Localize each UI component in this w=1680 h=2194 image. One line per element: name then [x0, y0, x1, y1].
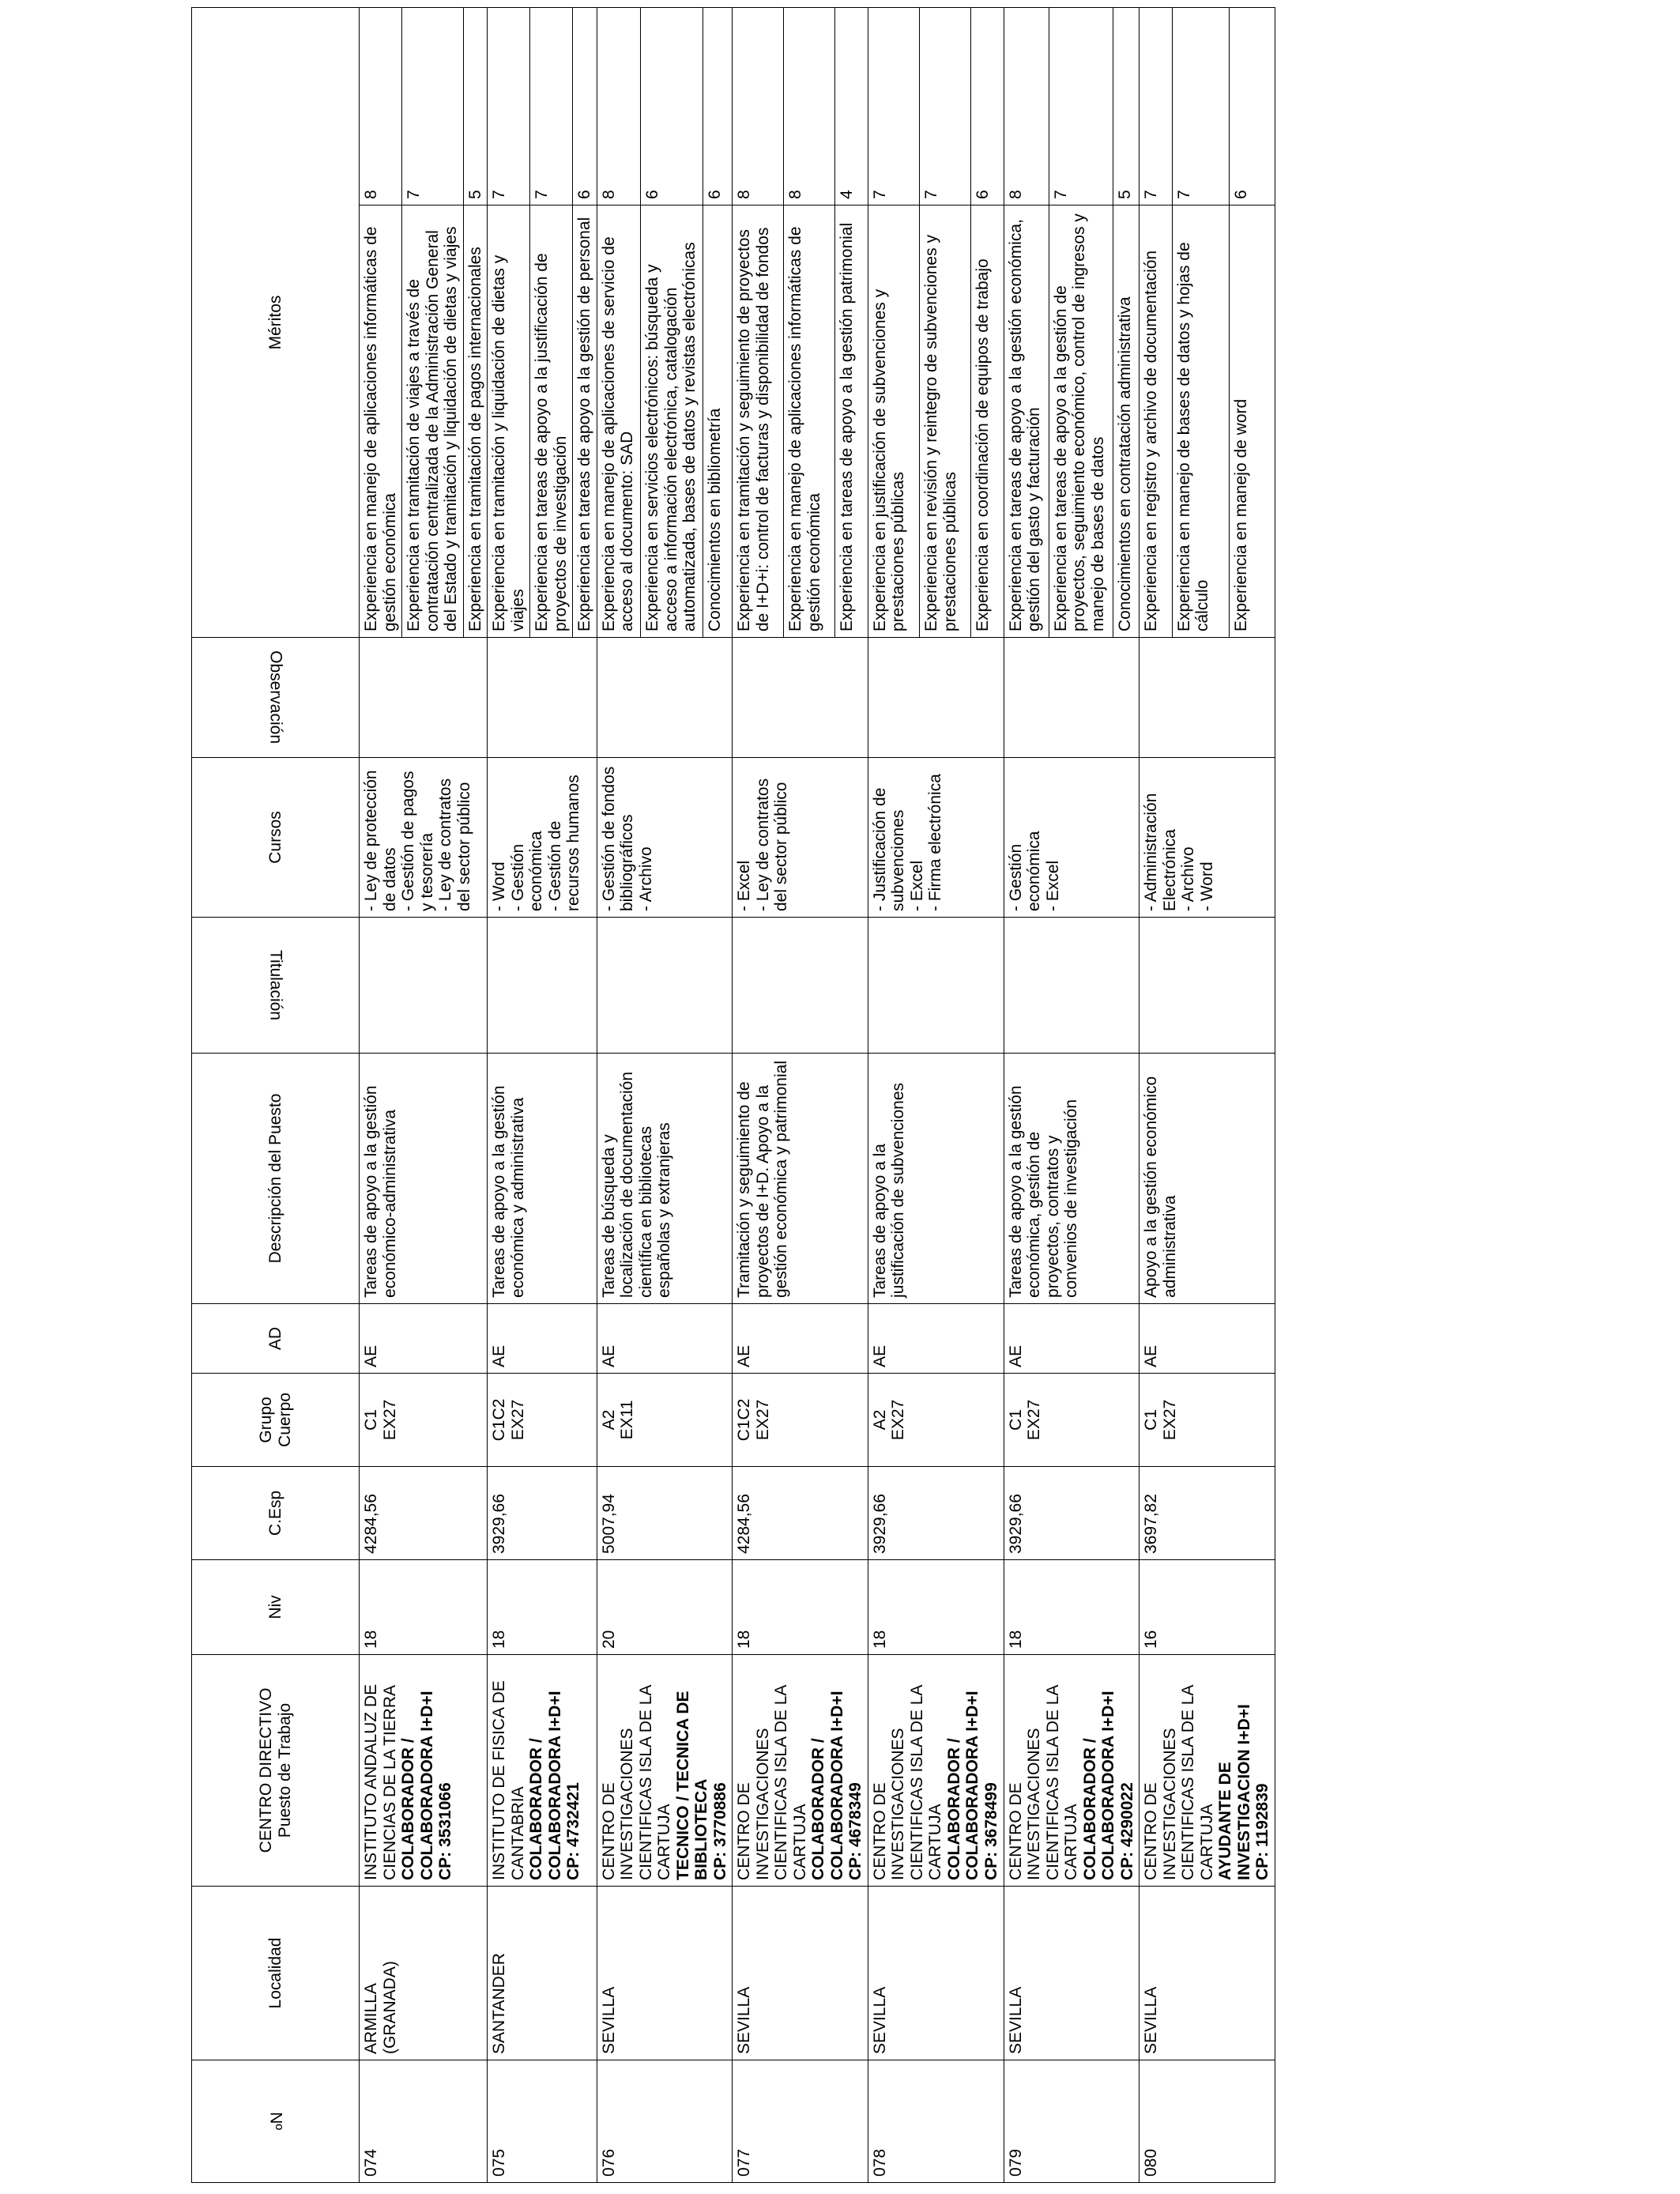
cell-merito-score: 6 [641, 7, 703, 205]
cell-descripcion: Tramitación y seguimiento de proyectos de I+D. Apoyo a la gestión económica y patrimonial [733, 1054, 868, 1304]
cell-merito-score: 7 [530, 7, 573, 205]
cell-cesp: 3929,66 [868, 1467, 1004, 1560]
cell-cesp: 3929,66 [1004, 1467, 1139, 1560]
cell-niv: 18 [360, 1560, 488, 1655]
cell-centro [868, 1655, 1004, 1887]
cell-merito: Experiencia en manejo de aplicaciones informáticas de gestión económica [360, 205, 402, 638]
cell-merito-score: 8 [597, 7, 640, 205]
cell-localidad: SEVILLA [868, 1887, 1004, 2060]
cell-merito: Experiencia en tramitación de pagos internacionales [463, 205, 488, 638]
cell-titulacion [733, 918, 868, 1054]
cell-merito: Experiencia en tramitación y seguimiento de proyectos de I+D+i: control de facturas y disponibilidad de fondos [733, 205, 784, 638]
cell-localidad: ARMILLA (GRANADA) [360, 1887, 488, 2060]
cell-merito: Experiencia en justificación de subvenciones y prestaciones públicas [868, 205, 919, 638]
cell-ad: AE [488, 1304, 597, 1374]
table-row [488, 7, 530, 2182]
curso-item: - Excel [907, 860, 926, 911]
cell-ad: AE [1139, 1304, 1275, 1374]
cell-merito: Experiencia en coordinación de equipos de trabajo [971, 205, 1004, 638]
cell-grupo: C1 EX27 [1004, 1374, 1139, 1467]
cell-merito-score: 7 [488, 7, 530, 205]
table-body [360, 7, 1275, 2182]
curso-item: - Word [1197, 861, 1216, 911]
puesto-name: COLABORADOR / COLABORADORA I+D+I [809, 1691, 846, 1880]
cell-descripcion: Tareas de búsqueda y localización de documentación científica en bibliotecas españolas y extranjeras [597, 1054, 733, 1304]
cell-localidad: SEVILLA [1004, 1887, 1139, 2060]
cell-merito: Experiencia en manejo de aplicaciones de servicio de acceso al documento: SAD [597, 205, 640, 638]
cell-niv: 18 [488, 1560, 597, 1655]
cell-merito: Experiencia en manejo de word [1230, 205, 1275, 638]
cell-titulacion [868, 918, 1004, 1054]
curso-item: - Gestión económica [508, 831, 546, 911]
cell-centro [597, 1655, 733, 1887]
cell-merito: Experiencia en manejo de bases de datos y hojas de cálculo [1172, 205, 1229, 638]
header-num: Nº [192, 2060, 360, 2183]
cell-merito-score: 4 [834, 7, 868, 205]
cell-num: 077 [733, 2060, 868, 2183]
table-row [1004, 7, 1049, 2182]
cell-num: 074 [360, 2060, 488, 2183]
header-ad: AD [192, 1304, 360, 1374]
cell-centro [733, 1655, 868, 1887]
cell-merito: Conocimientos en bibliometría [703, 205, 733, 638]
table-row [1139, 7, 1173, 2182]
curso-item: - Ley de protección de datos [362, 770, 399, 911]
cell-merito-score: 6 [971, 7, 1004, 205]
centro-name: CENTRO DE INVESTIGACIONES CIENTIFICAS ISLA DE LA CARTUJA [1142, 1685, 1216, 1880]
cell-cesp: 4284,56 [733, 1467, 868, 1560]
curso-item: - Ley de contratos del sector público [436, 778, 473, 911]
cell-cursos [733, 758, 868, 918]
cell-observacion [360, 638, 488, 758]
cell-ad: AE [1004, 1304, 1139, 1374]
curso-item: - Archivo [636, 846, 655, 911]
cell-merito: Experiencia en tareas de apoyo a la gestión patrimonial [834, 205, 868, 638]
cell-observacion [488, 638, 597, 758]
curso-item: - Justificación de subvenciones [870, 787, 908, 911]
curso-item: - Gestión de fondos bibliográficos [599, 766, 637, 911]
cell-centro [1139, 1655, 1275, 1887]
cell-cesp: 5007,94 [597, 1467, 733, 1560]
cell-num: 079 [1004, 2060, 1139, 2183]
curso-item: - Word [490, 861, 509, 911]
cell-num: 076 [597, 2060, 733, 2183]
cell-merito-score: 5 [463, 7, 488, 205]
cp-code: CP: 3531066 [436, 1782, 455, 1880]
cell-num: 078 [868, 2060, 1004, 2183]
cell-descripcion: Tareas de apoyo a la gestión económica y administrativa [488, 1054, 597, 1304]
centro-name: CENTRO DE INVESTIGACIONES CIENTIFICAS ISLA DE LA CARTUJA [870, 1685, 945, 1880]
cell-num: 080 [1139, 2060, 1275, 2183]
curso-item: - Excel [735, 860, 754, 911]
centro-name: CENTRO DE INVESTIGACIONES CIENTIFICAS ISLA DE LA CARTUJA [599, 1685, 674, 1880]
header-grupo: Grupo Cuerpo [192, 1374, 360, 1467]
cell-centro [360, 1655, 488, 1887]
cell-titulacion [1004, 918, 1139, 1054]
cell-niv: 18 [868, 1560, 1004, 1655]
cell-descripcion: Tareas de apoyo a la gestión económica, gestión de proyectos, contratos y convenios de investigación [1004, 1054, 1139, 1304]
cell-cursos [360, 758, 488, 918]
puesto-name: COLABORADOR / COLABORADORA I+D+I [944, 1691, 982, 1880]
cell-merito-score: 8 [1004, 7, 1049, 205]
header-titulacion: Titulación [192, 918, 360, 1054]
curso-item: - Gestión de pagos y tesorería [399, 771, 436, 911]
cell-merito-score: 7 [1139, 7, 1173, 205]
cell-ad: AE [868, 1304, 1004, 1374]
cell-centro [1004, 1655, 1139, 1887]
cell-localidad: SEVILLA [597, 1887, 733, 2060]
header-descripcion: Descripción del Puesto [192, 1054, 360, 1304]
cell-titulacion [360, 918, 488, 1054]
cell-observacion [868, 638, 1004, 758]
cell-grupo: C1C2 EX27 [488, 1374, 597, 1467]
centro-name: CENTRO DE INVESTIGACIONES CIENTIFICAS ISLA DE LA CARTUJA [735, 1685, 809, 1880]
cell-titulacion [1139, 918, 1275, 1054]
centro-name: INSTITUTO DE FISICA DE CANTABRIA [490, 1680, 527, 1880]
cell-cursos [488, 758, 597, 918]
centro-name: INSTITUTO ANDALUZ DE CIENCIAS DE LA TIERRA [362, 1683, 399, 1880]
table-row [597, 7, 640, 2182]
curso-item: - Ley de contratos del sector público [753, 778, 791, 911]
cell-merito-score: 5 [1113, 7, 1139, 205]
cell-niv: 18 [1004, 1560, 1139, 1655]
cell-merito-score: 6 [703, 7, 733, 205]
curso-item: - Firma electrónica [926, 774, 945, 911]
cell-merito: Experiencia en tareas de apoyo a la justificación de proyectos de investigación [530, 205, 573, 638]
cell-merito: Experiencia en tareas de apoyo a la gestión de proyectos, seguimiento económico, control de ingresos y manejo de bases de datos [1049, 205, 1113, 638]
cp-code: CP: 4678349 [846, 1782, 865, 1880]
cell-merito-score: 8 [360, 7, 402, 205]
curso-item: - Gestión de recursos humanos [545, 775, 583, 911]
cell-cesp: 3697,82 [1139, 1467, 1275, 1560]
puesto-name: COLABORADOR / COLABORADORA I+D+I [1080, 1691, 1118, 1880]
cp-code: CP: 4732421 [564, 1782, 583, 1880]
cell-merito-score: 7 [920, 7, 971, 205]
cell-merito-score: 7 [868, 7, 919, 205]
table-header [192, 7, 360, 2182]
cell-merito: Experiencia en tramitación de viajes a través de contratación centralizada de la Administración General del Estado y tramitación y liquidación de dietas y viajes [402, 205, 464, 638]
cell-merito: Experiencia en servicios electrónicos: búsqueda y acceso a información electrónica, catalogación automatizada, bases de datos y revistas electrónicas [641, 205, 703, 638]
cell-merito: Experiencia en tareas de apoyo a la gestión económica, gestión del gasto y facturación [1004, 205, 1049, 638]
centro-name: CENTRO DE INVESTIGACIONES CIENTIFICAS ISLA DE LA CARTUJA [1006, 1685, 1081, 1880]
cell-merito: Experiencia en revisión y reintegro de subvenciones y prestaciones públicas [920, 205, 971, 638]
curso-item: - Gestión económica [1006, 831, 1044, 911]
cell-titulacion [597, 918, 733, 1054]
cell-observacion [1139, 638, 1275, 758]
cell-merito-score: 8 [733, 7, 784, 205]
curso-item: - Excel [1043, 860, 1062, 911]
cell-ad: AE [597, 1304, 733, 1374]
puesto-name: TECNICO / TECNICA DE BIBLIOTECA [673, 1691, 711, 1880]
cell-ad: AE [360, 1304, 488, 1374]
cell-observacion [1004, 638, 1139, 758]
cell-merito-score: 6 [573, 7, 597, 205]
cell-localidad: SEVILLA [1139, 1887, 1275, 2060]
cell-grupo: A2 EX11 [597, 1374, 733, 1467]
table-row [733, 7, 784, 2182]
cell-cesp: 4284,56 [360, 1467, 488, 1560]
cell-grupo: A2 EX27 [868, 1374, 1004, 1467]
cp-code: CP: 4290022 [1117, 1782, 1136, 1880]
cell-localidad: SANTANDER [488, 1887, 597, 2060]
cell-niv: 20 [597, 1560, 733, 1655]
curso-item: - Administración Electrónica [1142, 793, 1179, 911]
cell-descripcion: Apoyo a la gestión económico administrativa [1139, 1054, 1275, 1304]
header-localidad: Localidad [192, 1887, 360, 2060]
table-row [360, 7, 402, 2182]
header-cesp: C.Esp [192, 1467, 360, 1560]
cell-niv: 18 [733, 1560, 868, 1655]
cell-cursos [1139, 758, 1275, 918]
cp-code: CP: 3770886 [710, 1782, 729, 1880]
cell-merito-score: 7 [1049, 7, 1113, 205]
curso-item: - Archivo [1179, 846, 1198, 911]
table-row [868, 7, 919, 2182]
cell-observacion [733, 638, 868, 758]
cell-grupo: C1 EX27 [360, 1374, 488, 1467]
cell-cursos [597, 758, 733, 918]
cell-titulacion [488, 918, 597, 1054]
header-niv: Niv [192, 1560, 360, 1655]
cell-centro [488, 1655, 597, 1887]
cell-cesp: 3929,66 [488, 1467, 597, 1560]
cell-grupo: C1 EX27 [1139, 1374, 1275, 1467]
cell-merito: Conocimientos en contratación administrativa [1113, 205, 1139, 638]
puesto-name: AYUDANTE DE INVESTIGACION I+D+I [1216, 1704, 1253, 1880]
puesto-name: COLABORADOR / COLABORADORA I+D+I [399, 1691, 436, 1880]
header-cursos: Cursos [192, 758, 360, 918]
cell-descripcion: Tareas de apoyo a la gestión económico-administrativa [360, 1054, 488, 1304]
cell-observacion [597, 638, 733, 758]
cell-merito: Experiencia en manejo de aplicaciones informáticas de gestión económica [784, 205, 835, 638]
cell-ad: AE [733, 1304, 868, 1374]
cell-cursos [1004, 758, 1139, 918]
cell-merito-score: 6 [1230, 7, 1275, 205]
cp-code: CP: 3678499 [981, 1782, 1000, 1880]
cell-merito: Experiencia en registro y archivo de documentación [1139, 205, 1173, 638]
puesto-name: COLABORADOR / COLABORADORA I+D+I [527, 1691, 564, 1880]
header-centro: CENTRO DIRECTIVO Puesto de Trabajo [192, 1655, 360, 1887]
header-observacion: Observación [192, 638, 360, 758]
cell-merito-score: 7 [1172, 7, 1229, 205]
cell-cursos [868, 758, 1004, 918]
cp-code: CP: 1192839 [1253, 1783, 1272, 1880]
header-meritos: Méritos [192, 7, 360, 637]
cell-grupo: C1C2 EX27 [733, 1374, 868, 1467]
cell-num: 075 [488, 2060, 597, 2183]
plazas-table [191, 7, 1275, 2183]
cell-merito-score: 7 [402, 7, 464, 205]
cell-niv: 16 [1139, 1560, 1275, 1655]
cell-merito-score: 8 [784, 7, 835, 205]
cell-localidad: SEVILLA [733, 1887, 868, 2060]
cell-merito: Experiencia en tareas de apoyo a la gestión de personal [573, 205, 597, 638]
cell-descripcion: Tareas de apoyo a la justificación de subvenciones [868, 1054, 1004, 1304]
cell-merito: Experiencia en tramitación y liquidación de dietas y viajes [488, 205, 530, 638]
